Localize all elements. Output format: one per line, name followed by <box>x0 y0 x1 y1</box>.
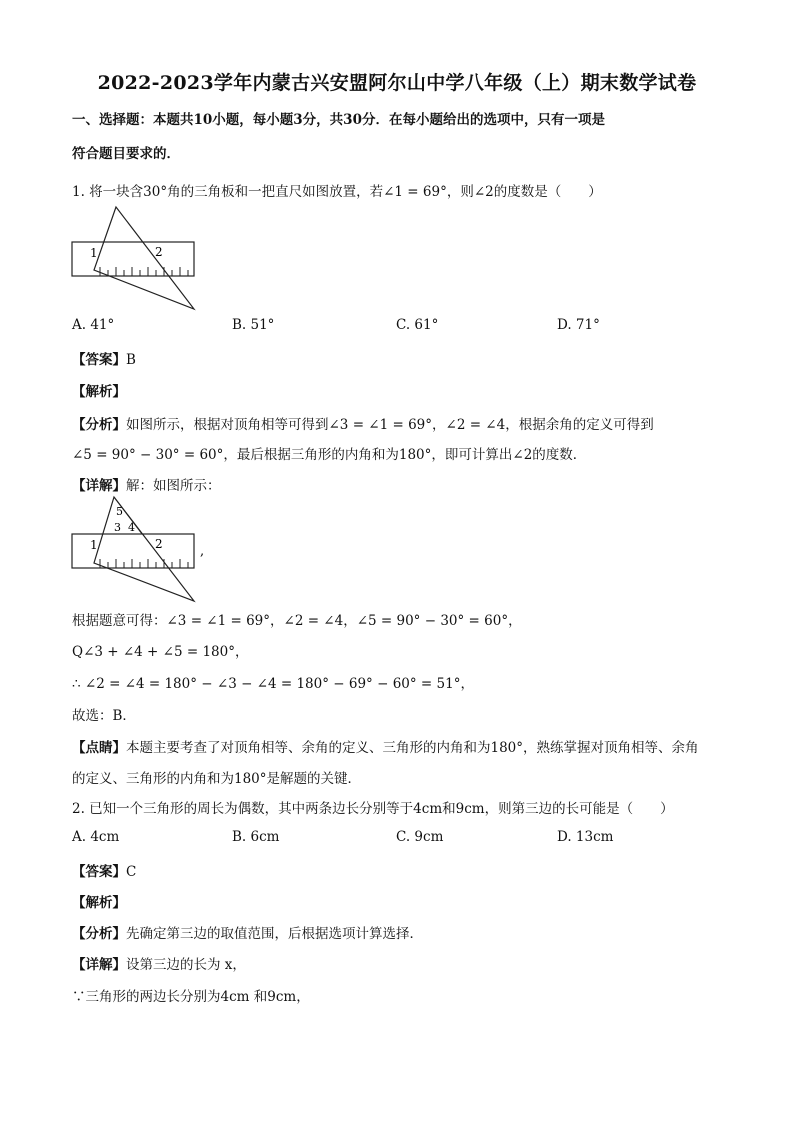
ruler-ticks-2 <box>100 559 188 568</box>
q2-detail <box>72 953 246 973</box>
dianjing-tag: 【点睛】 <box>72 740 126 756</box>
q1-figure-ruler-triangle <box>70 205 200 315</box>
q1-step1: 根据题意可得：∠3 = ∠1 = 69°，∠2 = ∠4，∠5 = 90° − 30° = 60°， <box>72 613 522 629</box>
answer-value: B <box>126 352 136 368</box>
q1-analysis-tag: 【解析】 <box>72 384 126 400</box>
q1-option-d: D. 71° <box>557 317 600 333</box>
q1-option-a: A. 41° <box>72 317 115 333</box>
detail-tag-2: 【详解】 <box>72 957 126 973</box>
q2-stem: 2. 已知一个三角形的周长为偶数，其中两条边长分别等于4cm和9cm，则第三边的长可能是（ ） <box>72 801 674 817</box>
q1-dianjing-line1 <box>72 736 699 756</box>
q1-solution-figure <box>70 495 215 607</box>
detail-intro: 解：如图所示： <box>126 478 221 494</box>
q2-option-d: D. 13cm <box>557 829 614 845</box>
answer-tag: 【答案】 <box>72 352 126 368</box>
fenxi-text-1: 如图所示，根据对顶角相等可得到∠3 = ∠1 = 69°，∠2 = ∠4，根据余角的定义可得到 <box>126 417 654 433</box>
fenxi-tag-2: 【分析】 <box>72 926 126 942</box>
q1-stem: 1. 将一块含30°角的三角板和一把直尺如图放置，若∠1 = 69°，则∠2的度数是（ ） <box>72 184 602 200</box>
triangle-shape <box>94 207 194 309</box>
detail-text-q2: 设第三边的长为 x， <box>126 957 246 973</box>
q1-dianjing-line2: 的定义、三角形的内角和为180°是解题的关键． <box>72 771 362 787</box>
angle-label-2: 2 <box>155 245 163 259</box>
angle-label-1b: 1 <box>90 538 98 552</box>
section-heading-line1: 一、选择题：本题共10小题，每小题3分，共30分．在每小题给出的选项中，只有一项是 <box>72 112 605 128</box>
fenxi-tag: 【分析】 <box>72 417 126 433</box>
ruler-ticks <box>100 267 188 276</box>
q1-answer <box>72 348 136 368</box>
q1-step2: Q∠3 + ∠4 + ∠5 = 180°， <box>72 644 249 660</box>
q2-option-c: C. 9cm <box>396 829 444 845</box>
angle-label-4: 4 <box>128 521 135 534</box>
q2-option-b: B. 6cm <box>232 829 280 845</box>
q2-answer <box>72 860 136 880</box>
angle-label-2b: 2 <box>155 537 163 551</box>
section-heading-line2: 符合题目要求的． <box>72 146 180 162</box>
dianjing-text-1: 本题主要考查了对顶角相等、余角的定义、三角形的内角和为180°，熟练掌握对顶角相等、余角 <box>126 740 699 756</box>
triangle-shape-2 <box>94 497 194 601</box>
q2-option-a: A. 4cm <box>72 829 120 845</box>
q1-step4: 故选：B． <box>72 708 136 724</box>
answer-tag-2: 【答案】 <box>72 864 126 880</box>
q1-step3: ∴ ∠2 = ∠4 = 180° − ∠3 − ∠4 = 180° − 69° − 60° = 51°， <box>72 676 474 692</box>
detail-tag: 【详解】 <box>72 478 126 494</box>
angle-label-1: 1 <box>90 246 98 260</box>
fenxi-text-q2: 先确定第三边的取值范围，后根据选项计算选择． <box>126 926 423 942</box>
q2-fenxi <box>72 922 423 942</box>
q2-analysis-tag: 【解析】 <box>72 895 126 911</box>
page-title: 2022-2023学年内蒙古兴安盟阿尔山中学八年级（上）期末数学试卷 <box>97 72 697 94</box>
q1-fenxi-line1 <box>72 413 654 433</box>
angle-label-5: 5 <box>116 505 123 518</box>
q1-fenxi-line2: ∠5 = 90° − 30° = 60°，最后根据三角形的内角和为180°，即可计算出∠2的度数． <box>72 447 587 463</box>
figure-comma: , <box>200 544 205 559</box>
q1-option-b: B. 51° <box>232 317 275 333</box>
q1-detail <box>72 474 221 494</box>
q2-detail-line2: ∵三角形的两边长分别为4cm 和9cm， <box>72 989 310 1005</box>
answer-value-2: C <box>126 864 137 880</box>
angle-label-3: 3 <box>114 521 121 534</box>
q1-option-c: C. 61° <box>396 317 439 333</box>
